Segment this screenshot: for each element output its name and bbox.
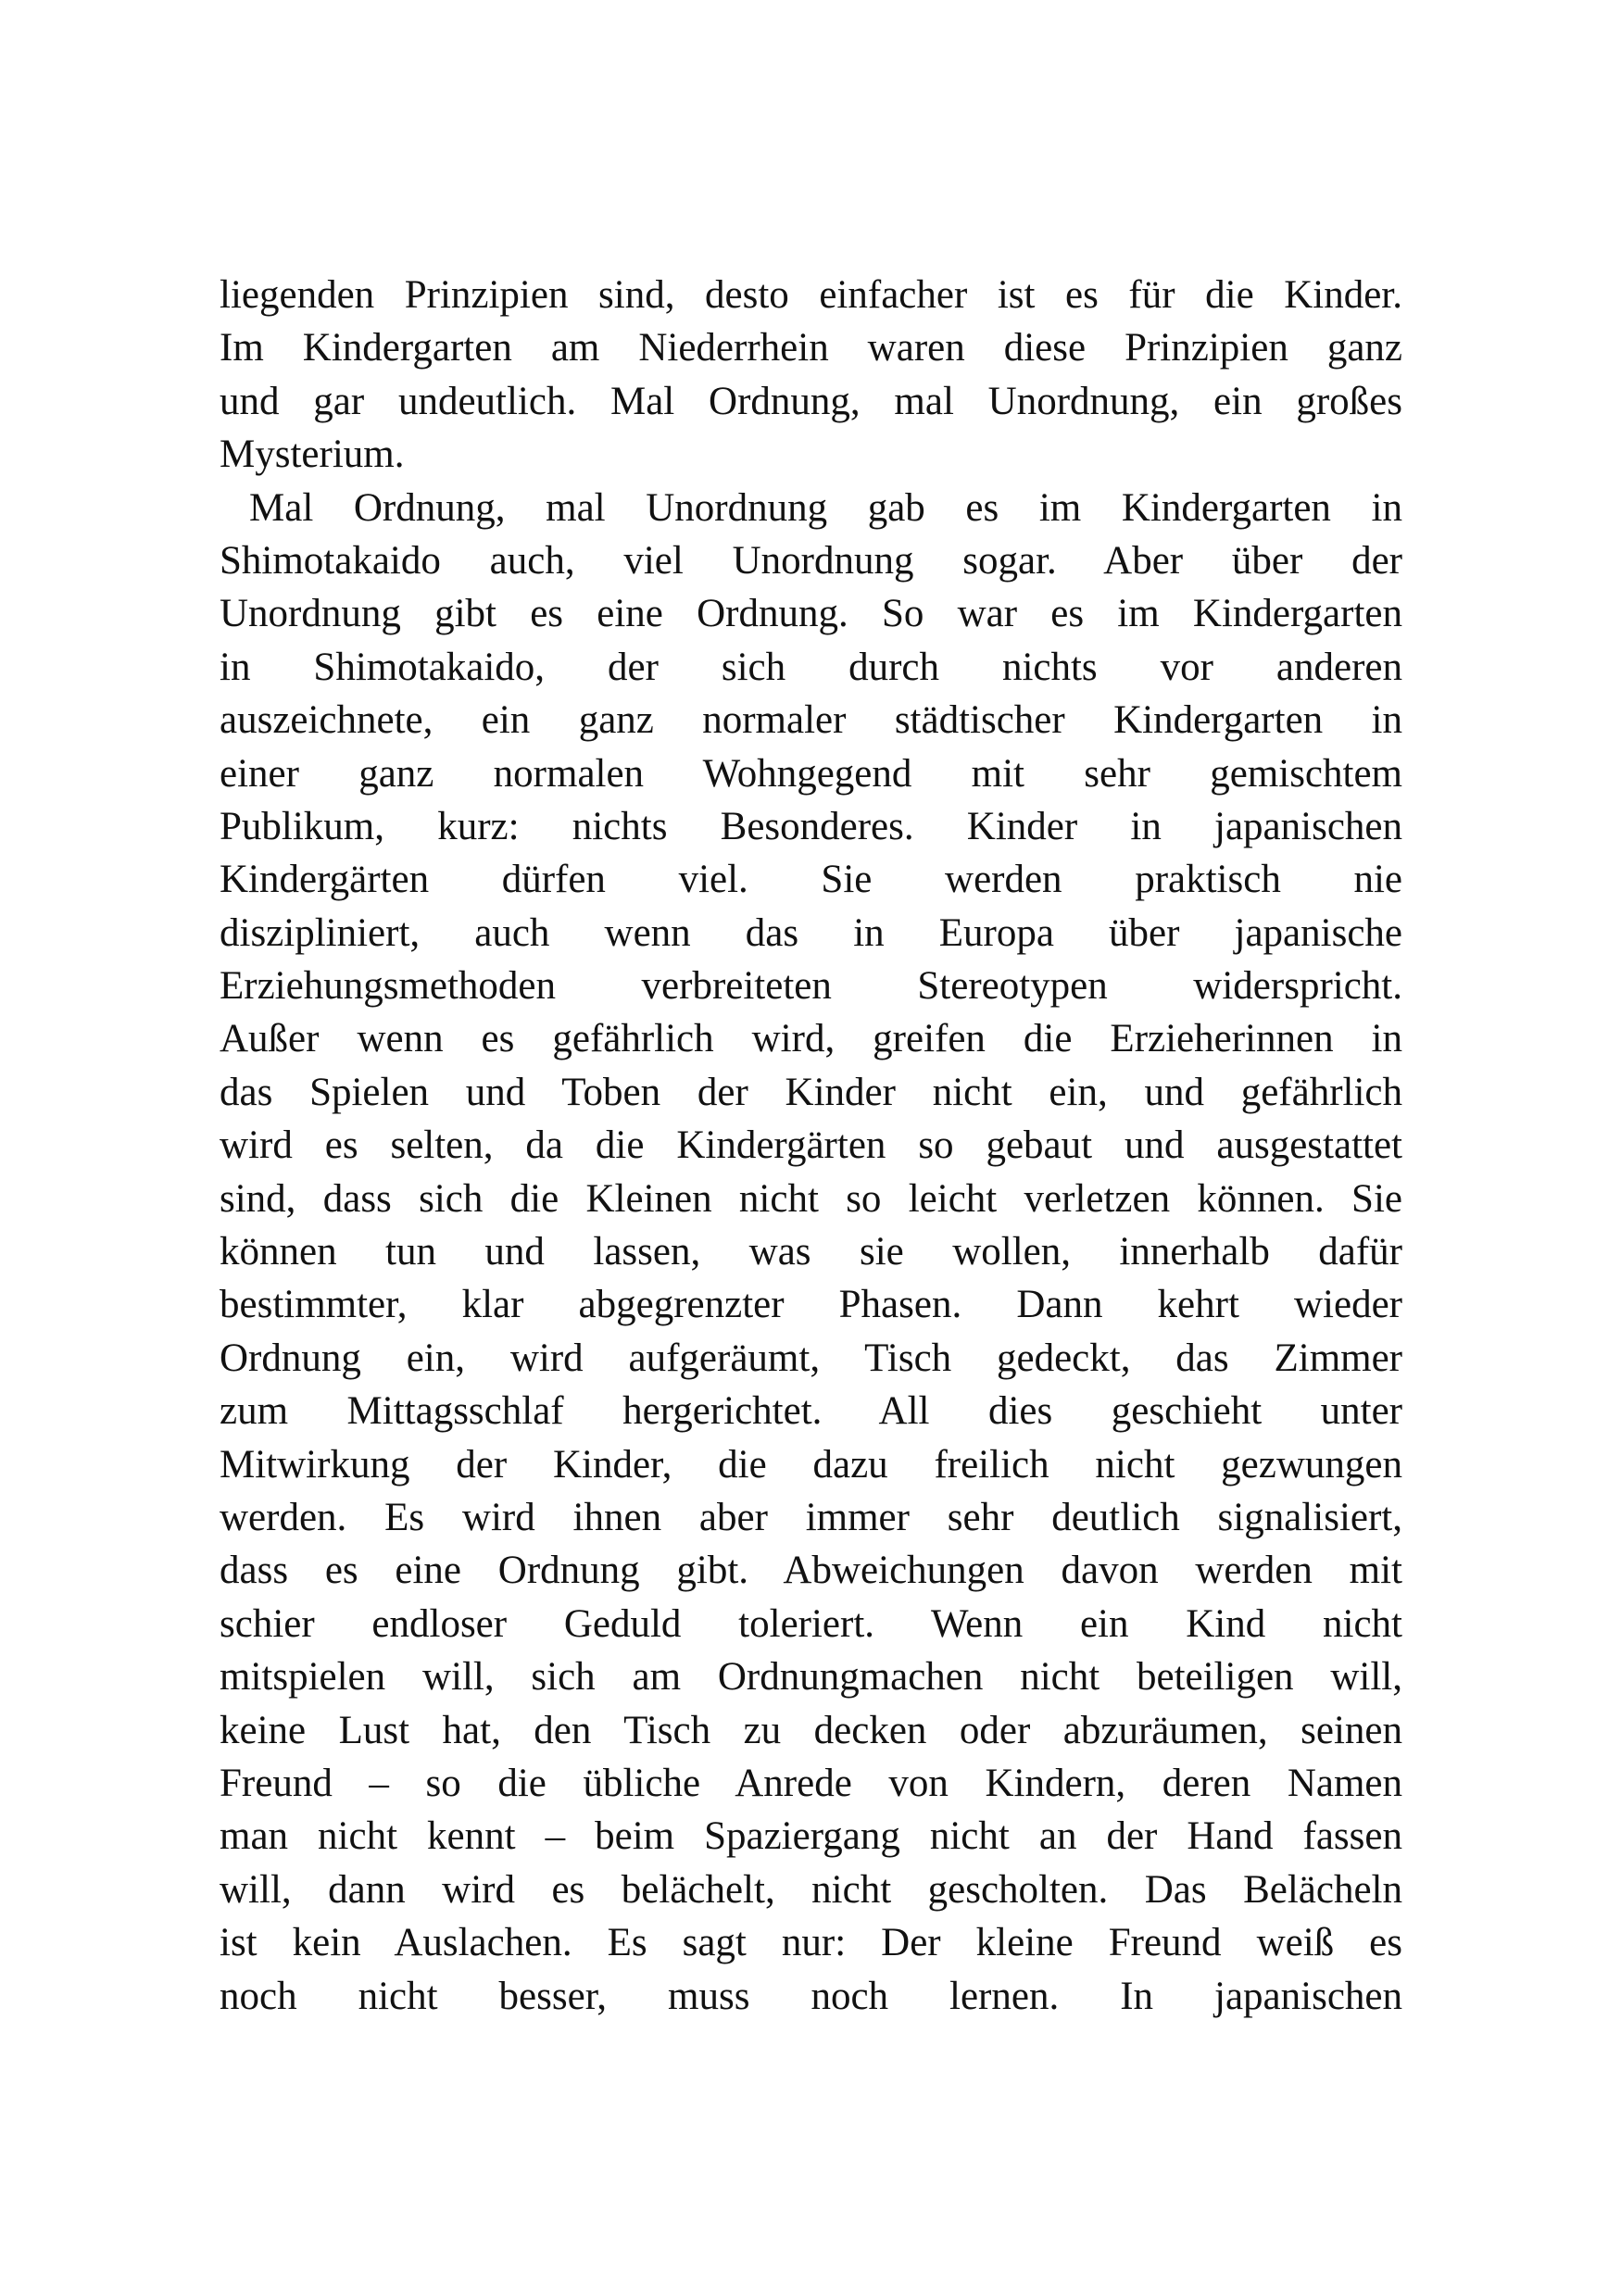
text-line: Kindergärten dürfen viel. Sie werden praktisch nie — [220, 858, 1402, 902]
text-line: Erziehungsmethoden verbreiteten Stereotypen widerspricht. — [220, 964, 1402, 1009]
text-line: Unordnung gibt es eine Ordnung. So war es im Kindergarten — [220, 592, 1402, 636]
text-line: auszeichnete, ein ganz normaler städtischer Kindergarten in — [220, 698, 1402, 743]
text-line: keine Lust hat, den Tisch zu decken oder abzuräumen, seinen — [220, 1708, 1402, 1752]
text-line: zum Mittagsschlaf hergerichtet. All dies geschieht unter — [220, 1389, 1402, 1434]
text-line: Mitwirkung der Kinder, die dazu freilich nicht gezwungen — [220, 1442, 1402, 1487]
text-line: schier endloser Geduld toleriert. Wenn ein Kind nicht — [220, 1601, 1402, 1646]
text-line: noch nicht besser, muss noch lernen. In japanischen — [220, 1974, 1402, 2018]
text-line: Im Kindergarten am Niederrhein waren diese Prinzipien ganz — [220, 326, 1402, 370]
text-line: können tun und lassen, was sie wollen, innerhalb dafür — [220, 1230, 1402, 1274]
text-line: diszipliniert, auch wenn das in Europa über japanische — [220, 910, 1402, 955]
text-line: werden. Es wird ihnen aber immer sehr deutlich signalisiert, — [220, 1495, 1402, 1539]
text-line: einer ganz normalen Wohngegend mit sehr gemischtem — [220, 751, 1402, 796]
text-line: Shimotakaido auch, viel Unordnung sogar. Aber über der — [220, 538, 1402, 583]
text-line: man nicht kennt – beim Spaziergang nicht an der Hand fassen — [220, 1814, 1402, 1859]
text-line: bestimmter, klar abgegrenzter Phasen. Dann kehrt wieder — [220, 1283, 1402, 1327]
body-text — [220, 269, 1402, 2023]
text-line: das Spielen und Toben der Kinder nicht ein, und gefährlich — [220, 1070, 1402, 1114]
text-line: dass es eine Ordnung gibt. Abweichungen davon werden mit — [220, 1549, 1402, 1593]
text-line: Ordnung ein, wird aufgeräumt, Tisch gedeckt, das Zimmer — [220, 1336, 1402, 1380]
text-line: mitspielen will, sich am Ordnungmachen nicht beteiligen will, — [220, 1655, 1402, 1700]
text-line: liegenden Prinzipien sind, desto einfacher ist es für die Kinder. — [220, 273, 1402, 317]
text-line: in Shimotakaido, der sich durch nichts vor anderen — [220, 645, 1402, 689]
text-line: wird es selten, da die Kindergärten so gebaut und ausgestattet — [220, 1123, 1402, 1168]
text-line: Publikum, kurz: nichts Besonderes. Kinder in japanischen — [220, 804, 1402, 848]
text-line: Freund – so die übliche Anrede von Kindern, deren Namen — [220, 1761, 1402, 1805]
text-line: ist kein Auslachen. Es sagt nur: Der kleine Freund weiß es — [220, 1921, 1402, 1965]
text-line: und gar undeutlich. Mal Ordnung, mal Unordnung, ein großes — [220, 379, 1402, 423]
text-line: Mysterium. — [220, 433, 405, 477]
text-line: will, dann wird es belächelt, nicht gescholten. Das Belächeln — [220, 1867, 1402, 1912]
text-line: Mal Ordnung, mal Unordnung gab es im Kindergarten in — [249, 485, 1402, 530]
text-line: Außer wenn es gefährlich wird, greifen die Erzieherinnen in — [220, 1017, 1402, 1061]
text-line: sind, dass sich die Kleinen nicht so leicht verletzen können. Sie — [220, 1176, 1402, 1221]
